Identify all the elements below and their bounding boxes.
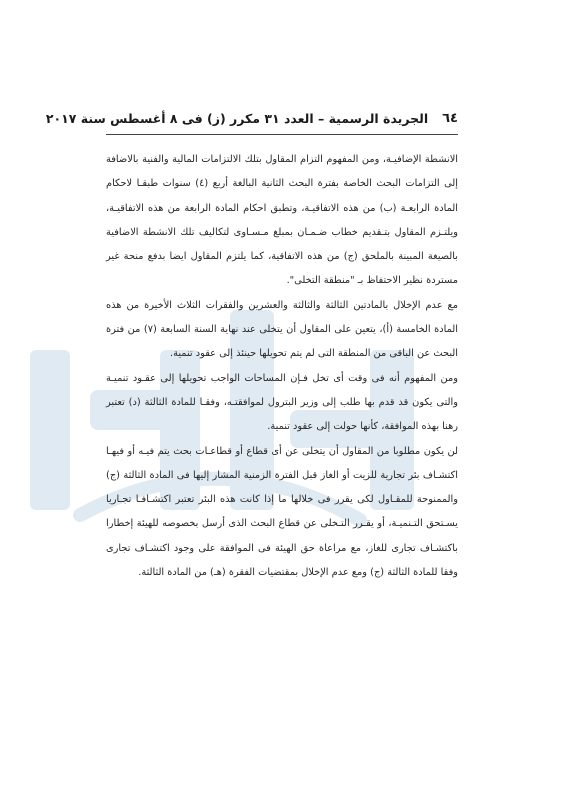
page-header bbox=[45, 106, 458, 130]
page-number: ٦٤ bbox=[442, 110, 458, 126]
paragraph: الانشطة الإضافيـة، ومن المفهوم التزام المقاول بتلك الالتزامات المالية والفنية بالاضافة إلى التزامات البحث الخاصة بفترة البحث الثانية البالغة أربع (٤) سنوات طبقـا لاحكام المادة الرابعـة (ب) من هذه الاتفاقيـة، وتطبق احكام المادة الرابعة من هذه الاتفاقيـة، ويلتـزم المقاول بتـقديم خطاب ضـمـان بمبلغ مـسـاوى لتكاليف تلك الانشطة الاضافية بالصيغة المبينة بالملحق (ج) من هذه الاتفاقية، كما يلتزم المقاول ايضا بدفع منحة غير مستردة نظير الاحتفاظ بـ "منطقة التخلى". bbox=[106, 154, 458, 287]
paragraph: ومن المفهوم أنه فى وقت أى تخل فـإن المساحات الواجب تحويلها إلى عقـود تنميـة والتى يكون قد قدم بها طلب إلى وزير البترول لموافقتـه، وفقـا للمادة الثالثة (د) تعتبر رهنا بهذه الموافقة، كأنها حولت إلى عقود تنمية. bbox=[106, 372, 458, 433]
paragraph: لن يكون مطلوبا من المقاول أن يتخلى عن أى قطاع أو قطاعـات بحث يتم فيـه أو فيهـا اكتشـاف بئر تجارية للزيت أو الغاز قبل الفترة الزمنية المشار إليها فى المادة الثالثة (ج) والممنوحة للمقـاول لكى يقرر فى خلالها ما إذا كانت هذه البئر تعتبر اكتشـافـا تجـاريا يسـتحق التـنميـة، أو يقـرر التـخلى عن قطاع البحث الذى أرسل بخصوصه للهيئة إخطارا باكتشـاف تجارى للغاز، مع مراعاة حق الهيئة فى الموافقة على وجود اكتشـاف تجارى وفقا للمادة الثالثة (ج) ومع عدم الإخلال بمقتضيات الفقرة (هـ) من المادة الثالثة. bbox=[106, 445, 458, 579]
paragraph: مع عدم الإخلال بالمادتين الثالثة والثالثة والعشرين والفقرات الثلاث الأخيرة من هذه المادة الخامسة (أ)، يتعين على المقاول أن يتخلى عند نهاية السنة السابعة (٧) من فترة البحث عن الباقى من المنطقة التى لم يتم تحويلها حينئذ إلى عقود تنمية. bbox=[106, 299, 458, 360]
header-divider bbox=[106, 134, 458, 135]
gazette-header-title: الجريدة الرسمية – العدد ٣١ مكرر (ز) فى ٨ أغسطس سنة ٢٠١٧ bbox=[45, 110, 429, 126]
article-body bbox=[106, 148, 458, 585]
